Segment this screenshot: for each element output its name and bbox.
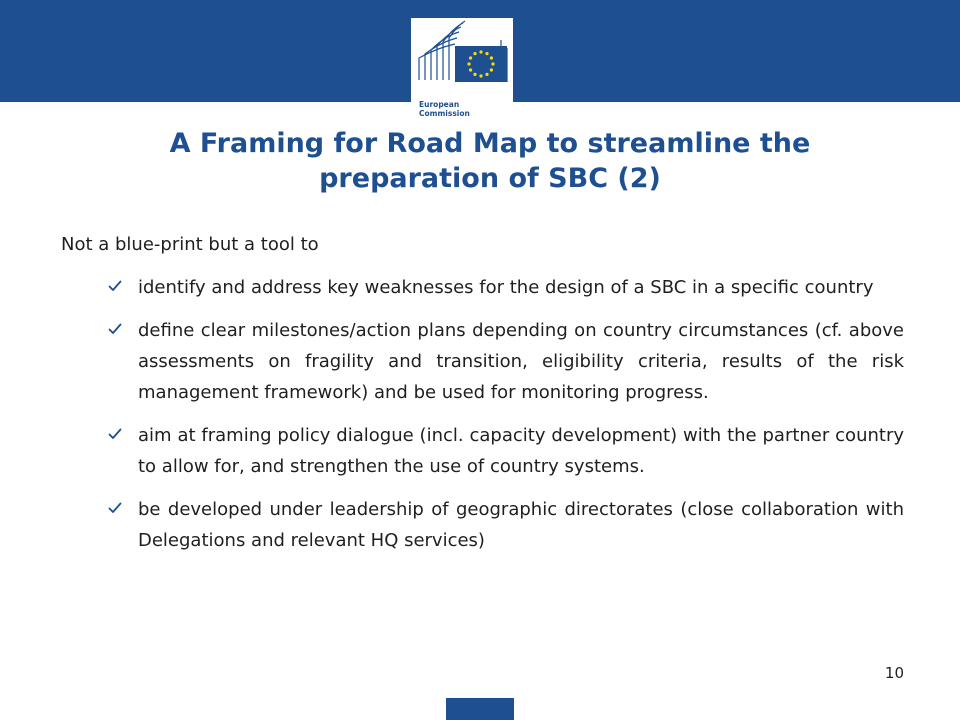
slide-title: [90, 126, 890, 196]
bullet-text: be developed under leadership of geographic directorates (close collaboration with Delegations and relevant HQ services): [138, 499, 904, 551]
commission-building-icon: [411, 18, 513, 100]
title-line-2: preparation of SBC (2): [319, 163, 661, 194]
bullet-item-aim: [108, 420, 904, 482]
bottom-blue-tab: [446, 698, 514, 720]
intro-text: Not a blue-print but a tool to: [61, 234, 319, 255]
bullet-text: aim at framing policy dialogue (incl. capacity development) with the partner country to allow for, and strengthen the use of country systems.: [138, 425, 904, 477]
bullet-item-developed: [108, 494, 904, 556]
bullet-text: define clear milestones/action plans depending on country circumstances (cf. above assessments on fragility and transition, eligibility criteria, results of the risk management framework) and be used for monitoring progress.: [138, 320, 904, 403]
checkmark-icon: [108, 501, 122, 515]
page-number: 10: [884, 664, 904, 682]
checkmark-icon: [108, 427, 122, 441]
checkmark-icon: [108, 322, 122, 336]
bullet-text: identify and address key weaknesses for the design of a SBC in a specific country: [138, 277, 874, 298]
bullet-item-define: [108, 315, 904, 408]
logo-text: [419, 100, 509, 118]
title-line-1: A Framing for Road Map to streamline the: [169, 128, 811, 159]
bullet-item-identify: [108, 272, 904, 303]
logo-line-european: European: [419, 100, 460, 109]
european-commission-logo: [411, 18, 513, 132]
checkmark-icon: [108, 279, 122, 293]
bullet-list: [108, 272, 904, 568]
logo-line-commission: Commission: [419, 109, 470, 118]
